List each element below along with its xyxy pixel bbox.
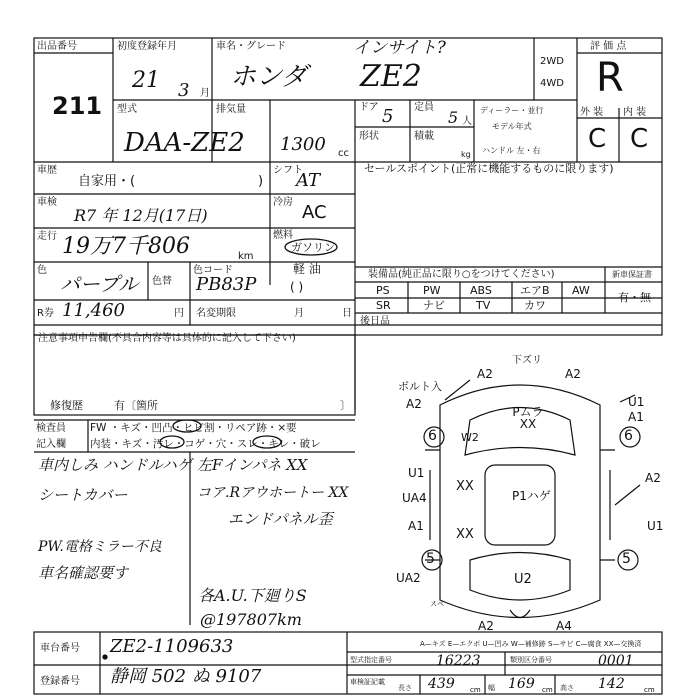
diag-bolt: ボルト入 bbox=[398, 380, 442, 393]
class-label: 類別区分番号 bbox=[510, 656, 552, 664]
diag-a2-top-right: A2 bbox=[565, 367, 581, 381]
recorder-label: 記入欄 bbox=[36, 439, 66, 450]
first-reg-year: 21 bbox=[132, 68, 160, 93]
diag-u2: U2 bbox=[514, 572, 532, 587]
drive-2wd: 2WD bbox=[540, 56, 564, 67]
type-value: DAA-ZE2 bbox=[124, 128, 245, 158]
height-unit: cm bbox=[644, 686, 655, 694]
capacity-label: 定員 bbox=[414, 102, 434, 113]
width-value: 169 bbox=[508, 676, 535, 692]
remark-left-2: シートカバー bbox=[38, 486, 128, 504]
score-value: R bbox=[596, 55, 624, 101]
diag-roof: P1ハゲ bbox=[512, 489, 551, 503]
fuel-label: 燃料 bbox=[273, 230, 293, 241]
remark-left-1: 車内しみ ハンドルハゲ bbox=[38, 456, 192, 474]
maker: ホンダ bbox=[230, 62, 307, 92]
lot-number: 211 bbox=[52, 92, 103, 120]
history-label: 車歴 bbox=[37, 165, 57, 176]
score-label: 評 価 点 bbox=[590, 41, 627, 52]
repair-label: 修復歴 bbox=[50, 399, 83, 412]
equip-airbag: エアB bbox=[520, 284, 550, 297]
load-unit: kg bbox=[461, 150, 471, 159]
equip-aw: AW bbox=[572, 284, 590, 297]
displacement-label: 排気量 bbox=[216, 104, 246, 115]
title-expiry-label: 名変期限 bbox=[196, 308, 236, 319]
diag-w2: W2 bbox=[461, 431, 479, 444]
diag-5-right: 5 bbox=[622, 551, 631, 567]
plate-value: 静岡 502 ぬ 9107 bbox=[110, 666, 262, 687]
diag-a2-right: A2 bbox=[645, 471, 661, 485]
diag-u1-left: U1 bbox=[408, 466, 425, 480]
diag-u1-right: U1 bbox=[628, 395, 645, 409]
handle-label: ハンドル 左・右 bbox=[482, 146, 541, 155]
diag-5-left: 5 bbox=[426, 551, 435, 567]
shift-label: シフト bbox=[273, 165, 303, 176]
ac-value: AC bbox=[302, 202, 327, 223]
diag-ua2: UA2 bbox=[396, 571, 421, 585]
interior-value: C bbox=[630, 124, 649, 154]
warranty-value: 有・無 bbox=[618, 291, 651, 304]
sales-points-label: セールスポイント(正常に機能するものに限ります) bbox=[364, 162, 614, 175]
grade-note: インサイト? bbox=[353, 38, 446, 58]
history-close: ) bbox=[258, 174, 264, 189]
equip-sr: SR bbox=[376, 299, 391, 312]
equip-abs: ABS bbox=[470, 284, 492, 297]
inspection-row-1: FW ・キズ・凹凸・ヒビ割・リペア跡・×要 bbox=[90, 422, 297, 434]
diag-scrape: 下ズリ bbox=[512, 355, 542, 366]
exterior-label: 外 装 bbox=[580, 107, 604, 118]
class-value: 0001 bbox=[598, 653, 634, 669]
lot-label: 出品番号 bbox=[37, 41, 77, 52]
recycle-value: 11,460 bbox=[62, 300, 125, 321]
equip-ps: PS bbox=[376, 284, 390, 297]
capacity-value: 5 bbox=[448, 108, 459, 127]
diag-6-left: 6 bbox=[428, 428, 437, 444]
color-value: パープル bbox=[60, 272, 139, 296]
recycle-label: R券 bbox=[37, 308, 54, 319]
width-unit: cm bbox=[542, 686, 553, 694]
length-unit: cm bbox=[470, 686, 481, 694]
title-expiry-day: 日 bbox=[342, 308, 352, 319]
fuel-alt: 軽 油 bbox=[293, 262, 321, 276]
after-items-label: 後日品 bbox=[360, 316, 390, 327]
inspector-label: 検査員 bbox=[36, 423, 66, 434]
plate-label: 登録番号 bbox=[40, 676, 80, 687]
fuel-value: ガソリン bbox=[291, 241, 335, 254]
mileage-value: 19万7千806 bbox=[62, 234, 190, 259]
length-value: 439 bbox=[428, 676, 455, 692]
chassis-label: 車台番号 bbox=[40, 643, 80, 654]
repair-close: 〕 bbox=[340, 399, 351, 412]
diag-xx-left-front: XX bbox=[456, 479, 474, 494]
equip-tv: TV bbox=[476, 299, 491, 312]
shift-value: AT bbox=[296, 170, 321, 191]
model: ZE2 bbox=[360, 59, 422, 94]
diag-a4-bottom: A4 bbox=[556, 619, 572, 633]
notes-label: 注意事項申告欄(不具合内容等は具体的に記入して下さい) bbox=[38, 333, 296, 344]
remark-bottom-1: 各A.U.下廻りS bbox=[198, 586, 307, 605]
inspection-row-2: 内装・キズ・汚レ・コゲ・穴・スレ・キレ・破レ bbox=[90, 438, 321, 450]
chassis-value: ZE2-1109633 bbox=[110, 636, 234, 657]
recycle-unit: 円 bbox=[174, 308, 184, 319]
inspection-label: 車検 bbox=[37, 197, 57, 208]
fuel-paren: ( ) bbox=[290, 280, 304, 294]
doors-label: ドア bbox=[359, 102, 379, 113]
first-reg-label: 初度登録年月 bbox=[117, 41, 177, 52]
diag-a1-right: A1 bbox=[628, 410, 644, 424]
drive-4wd: 4WD bbox=[540, 78, 564, 89]
diag-paint-unevenness: PムラXX bbox=[512, 405, 544, 431]
colortone-label: 色替 bbox=[152, 276, 172, 287]
doors-value: 5 bbox=[382, 106, 394, 127]
dealer-label: ディーラー・並行 bbox=[480, 106, 544, 115]
displacement-value: 1300 bbox=[280, 134, 326, 155]
model-year-label: モデル年式 bbox=[492, 122, 532, 131]
length-label: 長さ bbox=[398, 684, 412, 692]
diag-spare: スペ bbox=[430, 600, 444, 608]
remark-right-2: コア.Rアウホートー XX bbox=[197, 485, 349, 501]
remark-bottom-2: @197807km bbox=[200, 610, 302, 629]
diag-a2-bottom: A2 bbox=[478, 619, 494, 633]
warranty-label: 新車保証書 bbox=[612, 270, 652, 279]
first-reg-month: 3 bbox=[178, 80, 190, 101]
model-cert-value: 16223 bbox=[436, 653, 481, 669]
remark-right-1: 左Fインパネ XX bbox=[197, 456, 308, 474]
equip-leather: カワ bbox=[524, 299, 546, 312]
reg-label: 車検証記載 bbox=[350, 678, 385, 686]
colorcode-label: 色コード bbox=[193, 265, 233, 276]
equipment-label: 装備品(純正品に限り○をつけてください) bbox=[368, 269, 555, 280]
colorcode-value: PB83P bbox=[196, 274, 257, 295]
capacity-unit: 人 bbox=[462, 116, 472, 127]
remark-left-4: 車名確認要す bbox=[38, 564, 129, 582]
shape-label: 形状 bbox=[359, 131, 379, 142]
height-value: 142 bbox=[598, 676, 625, 692]
repair-value: 有〔箇所 bbox=[114, 399, 158, 412]
first-reg-month-unit: 月 bbox=[200, 88, 210, 99]
history-value: 自家用・( bbox=[78, 174, 136, 189]
mileage-label: 走行 bbox=[37, 231, 57, 242]
type-label: 型式 bbox=[117, 104, 137, 115]
equip-pw: PW bbox=[423, 284, 441, 297]
interior-label: 内 装 bbox=[623, 107, 647, 118]
inspection-value: R7 年 12月(17日) bbox=[74, 206, 208, 225]
title-expiry-month: 月 bbox=[294, 308, 304, 319]
diag-a2-top-left: A2 bbox=[477, 367, 493, 381]
ac-label: 冷房 bbox=[273, 197, 293, 208]
diag-xx-left-rear: XX bbox=[456, 527, 474, 542]
diag-ua4: UA4 bbox=[402, 491, 427, 505]
diagram-legend: A—キズ E—エクボ U—凹み W—補修跡 S—サビ C—腐食 XX—交換済 bbox=[420, 640, 642, 648]
displacement-unit: cc bbox=[338, 148, 349, 159]
diag-a1-left: A1 bbox=[408, 519, 424, 533]
model-cert-label: 型式指定番号 bbox=[350, 656, 392, 664]
color-label: 色 bbox=[37, 265, 47, 276]
diag-6-right: 6 bbox=[624, 428, 633, 444]
width-label: 幅 bbox=[488, 684, 495, 692]
diag-a2-left: A2 bbox=[406, 397, 422, 411]
diag-u1-right-rear: U1 bbox=[647, 519, 664, 533]
mileage-unit: km bbox=[238, 251, 254, 262]
equip-navi: ナビ bbox=[423, 299, 445, 312]
name-grade-label: 車名・グレード bbox=[216, 41, 286, 52]
remark-right-3: エンドパネル歪 bbox=[228, 510, 333, 528]
exterior-value: C bbox=[588, 124, 607, 154]
height-label: 高さ bbox=[560, 684, 574, 692]
load-label: 積載 bbox=[414, 131, 434, 142]
remark-left-3: PW.電格ミラー不良 bbox=[38, 539, 162, 555]
